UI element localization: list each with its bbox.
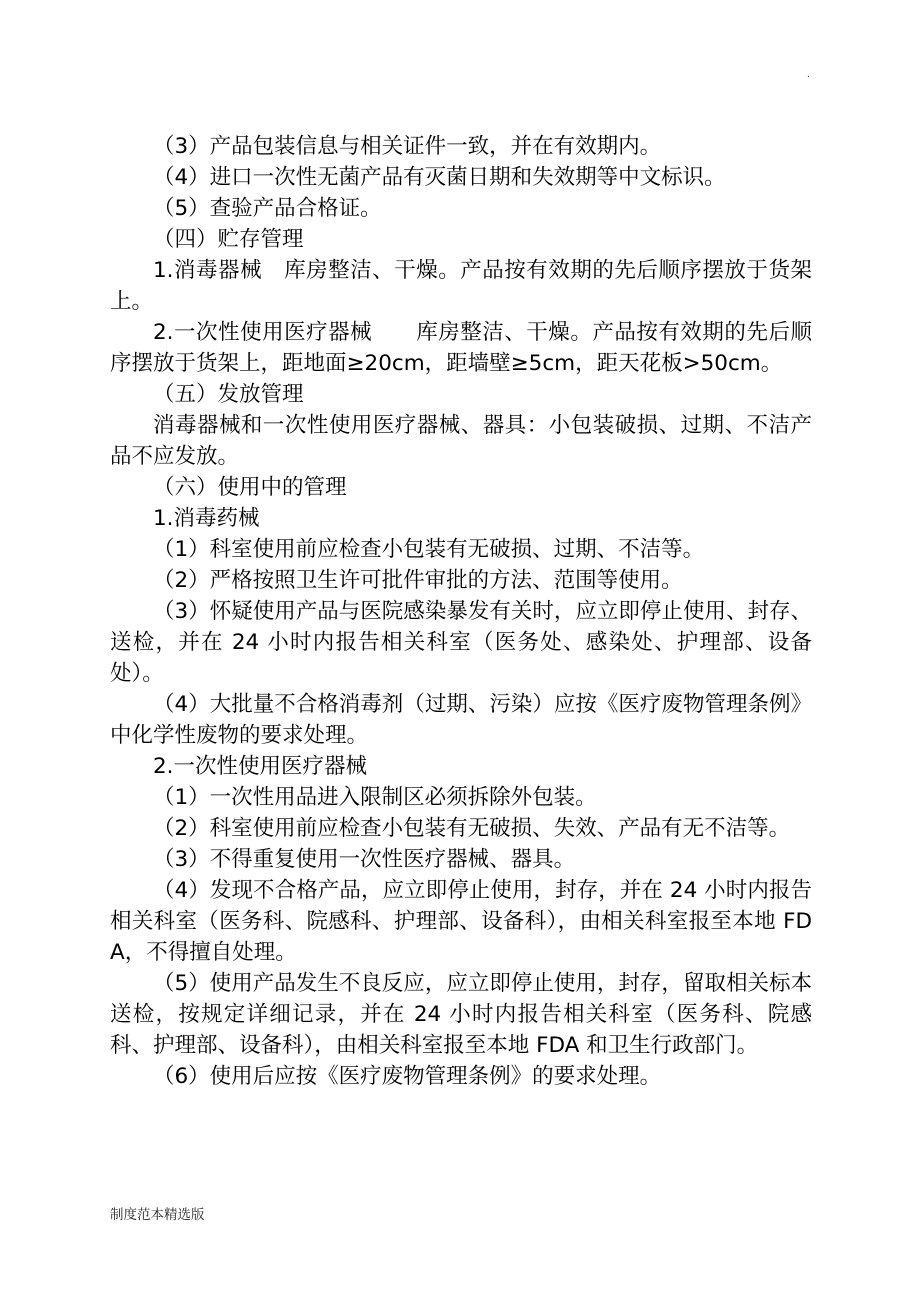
disposable-item-6: （6）使用后应按《医疗废物管理条例》的要求处理。 <box>153 1064 662 1089</box>
section-heading-in-use: （六）使用中的管理 <box>153 475 347 500</box>
paragraph-3: （3）产品包装信息与相关证件一致，并在有效期内。 <box>153 134 662 159</box>
disinfection-item-2: （2）严格按照卫生许可批件审批的方法、范围等使用。 <box>153 568 683 593</box>
section-heading-storage: （四）贮存管理 <box>153 227 304 252</box>
distribution-rule: 消毒器械和一次性使用医疗器械、器具：小包装破损、过期、不洁产品不应发放。 <box>110 413 812 469</box>
paragraph-5: （5）查验产品合格证。 <box>153 196 382 221</box>
disposable-item-3: （3）不得重复使用一次性医疗器械、器具。 <box>153 847 576 872</box>
disinfection-item-4: （4）大批量不合格消毒剂（过期、污染）应按《医疗废物管理条例》中化学性废物的要求处理。 <box>110 692 812 748</box>
subheading-disposable-devices: 2.一次性使用医疗器械 <box>153 754 368 779</box>
storage-disposable-devices: 2.一次性使用医疗器械 库房整洁、干燥。产品按有效期的先后顺序摆放于货架上，距地面≥20cm，距墙壁≥5cm，距天花板>50cm。 <box>110 320 812 376</box>
disinfection-item-1: （1）科室使用前应检查小包装有无破损、过期、不洁等。 <box>153 537 705 562</box>
corner-mark: . <box>806 69 810 80</box>
disposable-item-2: （2）科室使用前应检查小包装有无破损、失效、产品有无不洁等。 <box>153 816 791 841</box>
storage-disinfection-devices: 1.消毒器械 库房整洁、干燥。产品按有效期的先后顺序摆放于货架上。 <box>110 258 812 314</box>
subheading-disinfection-products: 1.消毒药械 <box>153 506 260 531</box>
section-heading-distribution: （五）发放管理 <box>153 382 304 407</box>
disposable-item-4: （4）发现不合格产品，应立即停止使用，封存，并在 24 小时内报告相关科室（医务科、院感科、护理部、设备科），由相关科室报至本地 FDA，不得擅自处理。 <box>110 878 812 965</box>
disposable-item-1: （1）一次性用品进入限制区必须拆除外包装。 <box>153 785 597 810</box>
document-body <box>110 131 812 1092</box>
disposable-item-5: （5）使用产品发生不良反应，应立即停止使用，封存，留取相关标本送检，按规定详细记录，并在 24 小时内报告相关科室（医务科、院感科、护理部、设备科），由相关科室报至本地 FDA 和卫生行政部门。 <box>110 971 812 1058</box>
disinfection-item-3: （3）怀疑使用产品与医院感染暴发有关时，应立即停止使用、封存、送检，并在 24 小时内报告相关科室（医务处、感染处、护理部、设备处）。 <box>110 599 812 686</box>
paragraph-4: （4）进口一次性无菌产品有灭菌日期和失效期等中文标识。 <box>153 165 726 190</box>
page-footer: 制度范本精选版 <box>110 1207 205 1223</box>
